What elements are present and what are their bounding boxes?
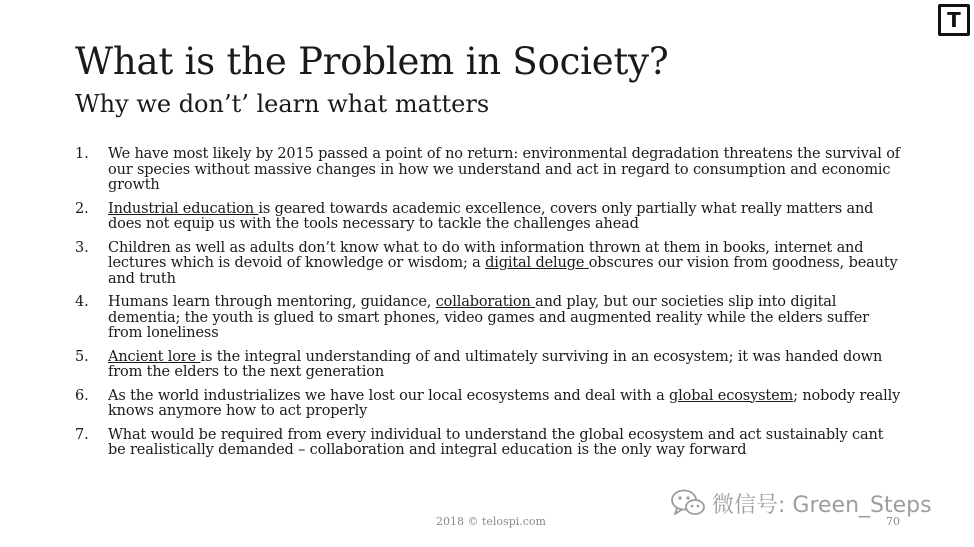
list-item-text <box>108 147 905 194</box>
slide-title: What is the Problem in Society? <box>75 40 669 83</box>
problem-list <box>75 147 905 467</box>
list-item-text <box>108 428 905 459</box>
list-item <box>75 389 905 420</box>
underlined-term: global ecosystem <box>669 387 794 404</box>
text-segment: What would be required from every individual to understand the global ecosystem and act sustainably cant be realistically demanded – collaboration and integral education is the only way forward <box>108 426 884 458</box>
list-item-number: 2. <box>75 200 89 217</box>
footer-copyright: 2018 © telospi.com <box>436 515 546 528</box>
text-segment: and play, but our societies slip into digital dementia; the youth is glued to smart phones, video games and augmented reality while the elders suffer from loneliness <box>108 294 869 341</box>
wechat-watermark <box>670 483 932 523</box>
underlined-term: Industrial education <box>108 200 259 217</box>
slide-subtitle: Why we don’t’ learn what matters <box>75 90 490 118</box>
list-item-text <box>108 350 905 381</box>
text-segment: As the world industrializes we have lost our local ecosystems and deal with a <box>108 387 670 404</box>
watermark-text: 微信号: Green_Steps <box>712 492 932 518</box>
list-item <box>75 241 905 288</box>
list-item-number: 7. <box>75 426 89 443</box>
list-item-number: 5. <box>75 348 89 365</box>
list-item-text <box>108 295 905 342</box>
list-item-number: 3. <box>75 239 89 256</box>
text-segment: We have most likely by 2015 passed a point of no return: environmental degradation threatens the survival of our species without massive changes in how we understand and act in regard to consumption and economic growth <box>108 146 901 193</box>
underlined-term: digital deluge <box>485 255 589 271</box>
page-number: 70 <box>886 515 900 528</box>
list-item <box>75 295 905 342</box>
text-segment: obscures our vision from goodness, beauty and truth <box>108 255 898 287</box>
list-item-number: 1. <box>75 146 89 162</box>
text-segment: Children as well as adults don’t know what to do with information thrown at them in books, internet and lectures which is devoid of knowledge or wisdom; a <box>108 239 864 271</box>
telospi-logo <box>938 4 970 36</box>
list-item <box>75 147 905 194</box>
list-item <box>75 428 905 459</box>
list-item-number: 4. <box>75 294 89 310</box>
list-item-text <box>108 389 905 420</box>
wechat-icon <box>670 488 706 518</box>
list-item-text <box>108 241 905 288</box>
text-segment: is the integral understanding of and ultimately surviving in an ecosystem; it was handed down from the elders to the next generation <box>108 348 883 380</box>
underlined-term: Ancient lore <box>108 348 201 365</box>
logo-glyph: T <box>947 8 961 32</box>
list-item-text <box>108 202 905 233</box>
text-segment: Humans learn through mentoring, guidance, <box>108 294 436 310</box>
underlined-term: collaboration <box>435 294 536 310</box>
text-segment: is geared towards academic excellence, covers only partially what really matters and does not equip us with the tools necessary to tackle the challenges ahead <box>108 200 874 232</box>
list-item <box>75 202 905 233</box>
text-segment: ; nobody really knows anymore how to act properly <box>108 387 901 419</box>
list-item-number: 6. <box>75 387 89 404</box>
list-item <box>75 350 905 381</box>
